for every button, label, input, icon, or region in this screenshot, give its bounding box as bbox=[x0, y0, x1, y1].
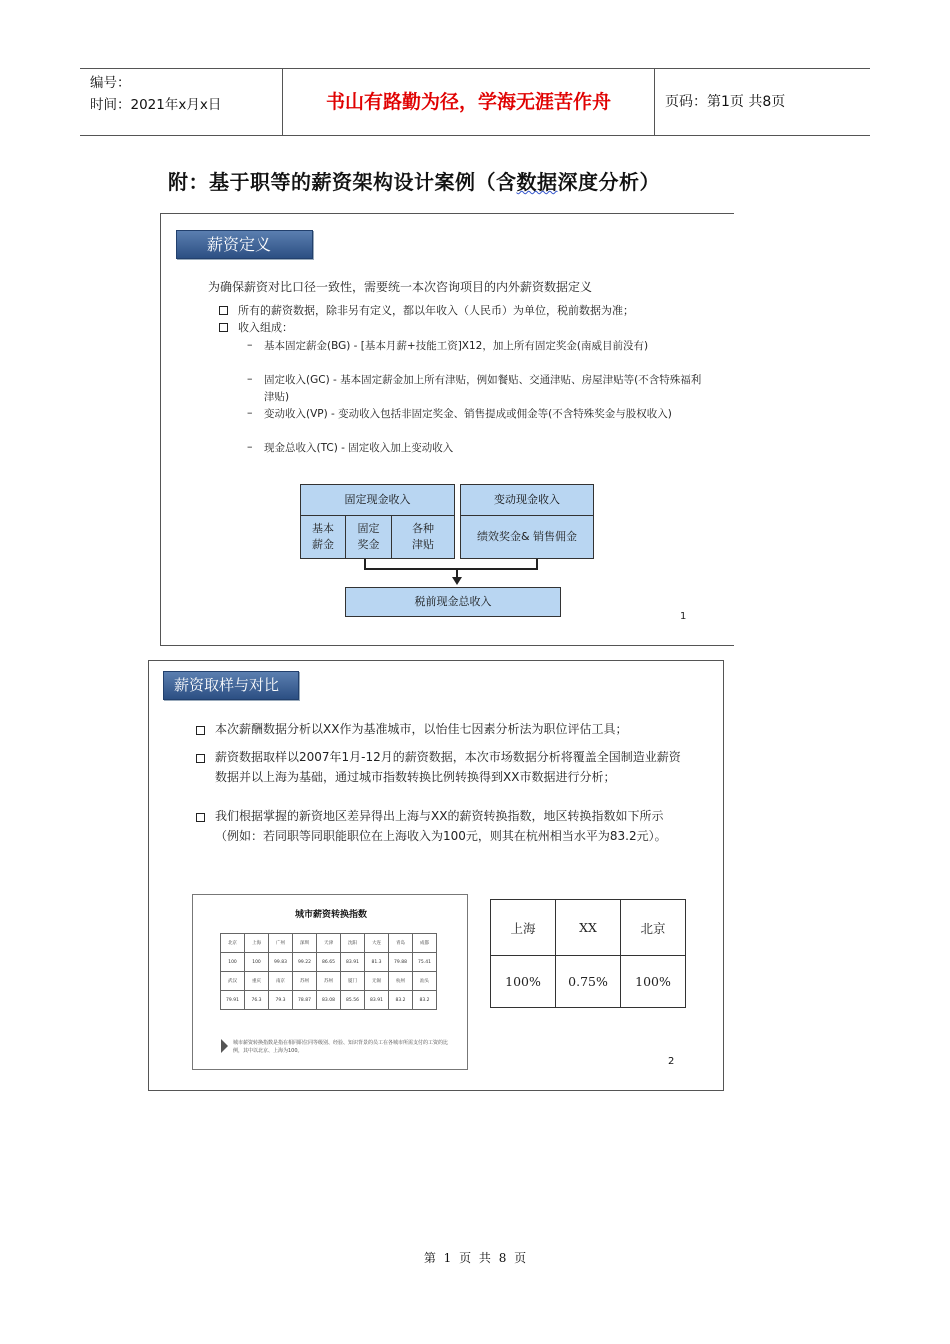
mini-cell: 成都 bbox=[413, 934, 437, 953]
time-label: 时间：2021年x月x日 bbox=[90, 97, 222, 113]
index-value-cell: 100% bbox=[491, 956, 556, 1008]
mini-cell: 沈阳 bbox=[341, 934, 365, 953]
slide1-dash-1: 基本固定薪金(BG) - [基本月薪+技能工资]X12，加上所有固定奖金(南威目前没有) bbox=[264, 340, 649, 352]
slide1-page-number: 1 bbox=[680, 611, 687, 622]
mini-cell: 广州 bbox=[269, 934, 293, 953]
index-value-cell: 0.75% bbox=[556, 956, 621, 1008]
mini-cell: 南京 bbox=[269, 972, 293, 991]
dash-icon: – bbox=[247, 440, 253, 453]
mini-cell: 79.88 bbox=[389, 953, 413, 972]
mini-cell: 汕头 bbox=[413, 972, 437, 991]
index-header-cell: 北京 bbox=[621, 900, 686, 956]
mini-cell: 76.3 bbox=[245, 991, 269, 1010]
mini-cell: 青岛 bbox=[389, 934, 413, 953]
mini-cell: 79.3 bbox=[269, 991, 293, 1010]
bullet-square-icon bbox=[219, 306, 228, 315]
mini-cell: 86.65 bbox=[317, 953, 341, 972]
allowance-cell: 各种 津贴 bbox=[391, 515, 455, 559]
slide2-page-number: 2 bbox=[668, 1056, 675, 1067]
index-value-cell: 100% bbox=[621, 956, 686, 1008]
mini-cell: 99.83 bbox=[269, 953, 293, 972]
mini-cell: 无锡 bbox=[365, 972, 389, 991]
mini-table-top bbox=[220, 933, 437, 1010]
slide-salary-sampling bbox=[148, 660, 724, 1091]
slide2-bullet-1: 本次薪酬数据分析以XX作为基准城市，以怡佳七因素分析法为职位评估工具； bbox=[215, 722, 628, 736]
slide1-dash-2: 固定收入(GC) - 基本固定薪金加上所有津贴，例如餐贴、交通津贴、房屋津贴等(不含特殊福利津贴) bbox=[264, 374, 702, 403]
bullet-square-icon bbox=[219, 323, 228, 332]
mini-cell: 83.2 bbox=[389, 991, 413, 1010]
slide1-body bbox=[161, 214, 735, 647]
document-title bbox=[168, 166, 660, 195]
mini-cell: 杭州 bbox=[389, 972, 413, 991]
document-title-part-a: 附：基于职等的薪资架构设计案例（含 bbox=[168, 170, 517, 194]
mini-cell: 北京 bbox=[221, 934, 245, 953]
page-footer: 第 1 页 共 8 页 bbox=[423, 1251, 527, 1265]
header-motto: 书山有路勤为径，学海无涯苦作舟 bbox=[283, 69, 655, 135]
mini-cell: 83.08 bbox=[317, 991, 341, 1010]
mini-cell: 85.56 bbox=[341, 991, 365, 1010]
index-header-cell: 上海 bbox=[491, 900, 556, 956]
dash-icon: – bbox=[247, 406, 253, 419]
variable-cash-box: 变动现金收入 bbox=[460, 484, 594, 516]
triangle-marker-icon bbox=[221, 1039, 228, 1053]
mini-cell: 81.3 bbox=[365, 953, 389, 972]
slide1-tag: 薪资定义 bbox=[176, 230, 313, 259]
mini-cell: 苏州 bbox=[293, 972, 317, 991]
mini-cell: 83.2 bbox=[413, 991, 437, 1010]
dash-icon: – bbox=[247, 338, 253, 351]
mini-cell: 83.91 bbox=[365, 991, 389, 1010]
slide2-tag: 薪资取样与对比 bbox=[163, 671, 299, 700]
arrow-down-icon bbox=[452, 577, 462, 585]
mini-table-title: 城市薪资转换指数 bbox=[294, 910, 367, 920]
mini-table-note: 城市薪资转换指数是指在相同职位同等级别、经验、知识背景的员工在各城市所需支付的工资的比例，其中以北京、上海为100。 bbox=[233, 1040, 449, 1054]
city-index-comparison-table bbox=[490, 899, 686, 1008]
header-page-label: 页码：第1页 共8页 bbox=[665, 94, 786, 110]
mini-cell: 75.41 bbox=[413, 953, 437, 972]
mini-cell: 78.87 bbox=[293, 991, 317, 1010]
slide1-bullet-2: 收入组成： bbox=[238, 321, 293, 334]
bullet-square-icon bbox=[196, 813, 205, 822]
bullet-square-icon bbox=[196, 754, 205, 763]
mini-cell: 重庆 bbox=[245, 972, 269, 991]
mini-cell: 100 bbox=[245, 953, 269, 972]
base-salary-cell: 基本 薪金 bbox=[300, 515, 346, 559]
mini-cell: 99.22 bbox=[293, 953, 317, 972]
slide1-dash-4: 现金总收入(TC) - 固定收入加上变动收入 bbox=[264, 442, 454, 454]
document-title-part-b: 数据 bbox=[516, 170, 558, 194]
number-label: 编号： bbox=[90, 75, 131, 91]
bullet-square-icon bbox=[196, 726, 205, 735]
mini-cell: 83.91 bbox=[341, 953, 365, 972]
mini-cell: 79.91 bbox=[221, 991, 245, 1010]
page-header bbox=[80, 68, 870, 136]
document-title-part-c: 深度分析） bbox=[557, 170, 660, 194]
total-cash-box: 税前现金总收入 bbox=[345, 587, 561, 617]
mini-cell: 苏州 bbox=[317, 972, 341, 991]
mini-cell: 深圳 bbox=[293, 934, 317, 953]
mini-cell: 大连 bbox=[365, 934, 389, 953]
city-index-table-image bbox=[192, 894, 468, 1070]
fixed-bonus-cell: 固定 奖金 bbox=[345, 515, 392, 559]
mini-cell: 厦门 bbox=[341, 972, 365, 991]
slide1-bullet-1: 所有的薪资数据，除非另有定义，都以年收入（人民币）为单位，税前数据为准； bbox=[238, 304, 634, 317]
mini-cell: 上海 bbox=[245, 934, 269, 953]
dash-icon: – bbox=[247, 372, 253, 385]
index-header-cell: XX bbox=[556, 900, 621, 956]
mini-cell: 天津 bbox=[317, 934, 341, 953]
slide-salary-definition bbox=[160, 213, 734, 646]
slide1-intro: 为确保薪资对比口径一致性，需要统一本次咨询项目的内外薪资数据定义 bbox=[208, 280, 593, 294]
fixed-cash-box: 固定现金收入 bbox=[300, 484, 455, 516]
header-meta bbox=[80, 69, 283, 135]
slide2-bullet-2: 薪资数据取样以2007年1月-12月的薪资数据，本次市场数据分析将覆盖全国制造业薪资数据并以上海为基础，通过城市指数转换比例转换得到XX市数据进行分析； bbox=[215, 750, 681, 784]
slide1-dash-3: 变动收入(VP) - 变动收入包括非固定奖金、销售提成或佣金等(不含特殊奖金与股权收入) bbox=[264, 408, 672, 420]
performance-bonus-cell: 绩效奖金& 销售佣金 bbox=[460, 515, 594, 559]
mini-cell: 100 bbox=[221, 953, 245, 972]
slide2-bullet-3: 我们根据掌握的新资地区差异得出上海与XX的薪资转换指数，地区转换指数如下所示（例如：若同职等同职能职位在上海收入为100元，则其在杭州相当水平为83.2元）。 bbox=[215, 809, 667, 843]
connector-line bbox=[364, 568, 538, 570]
mini-cell: 武汉 bbox=[221, 972, 245, 991]
